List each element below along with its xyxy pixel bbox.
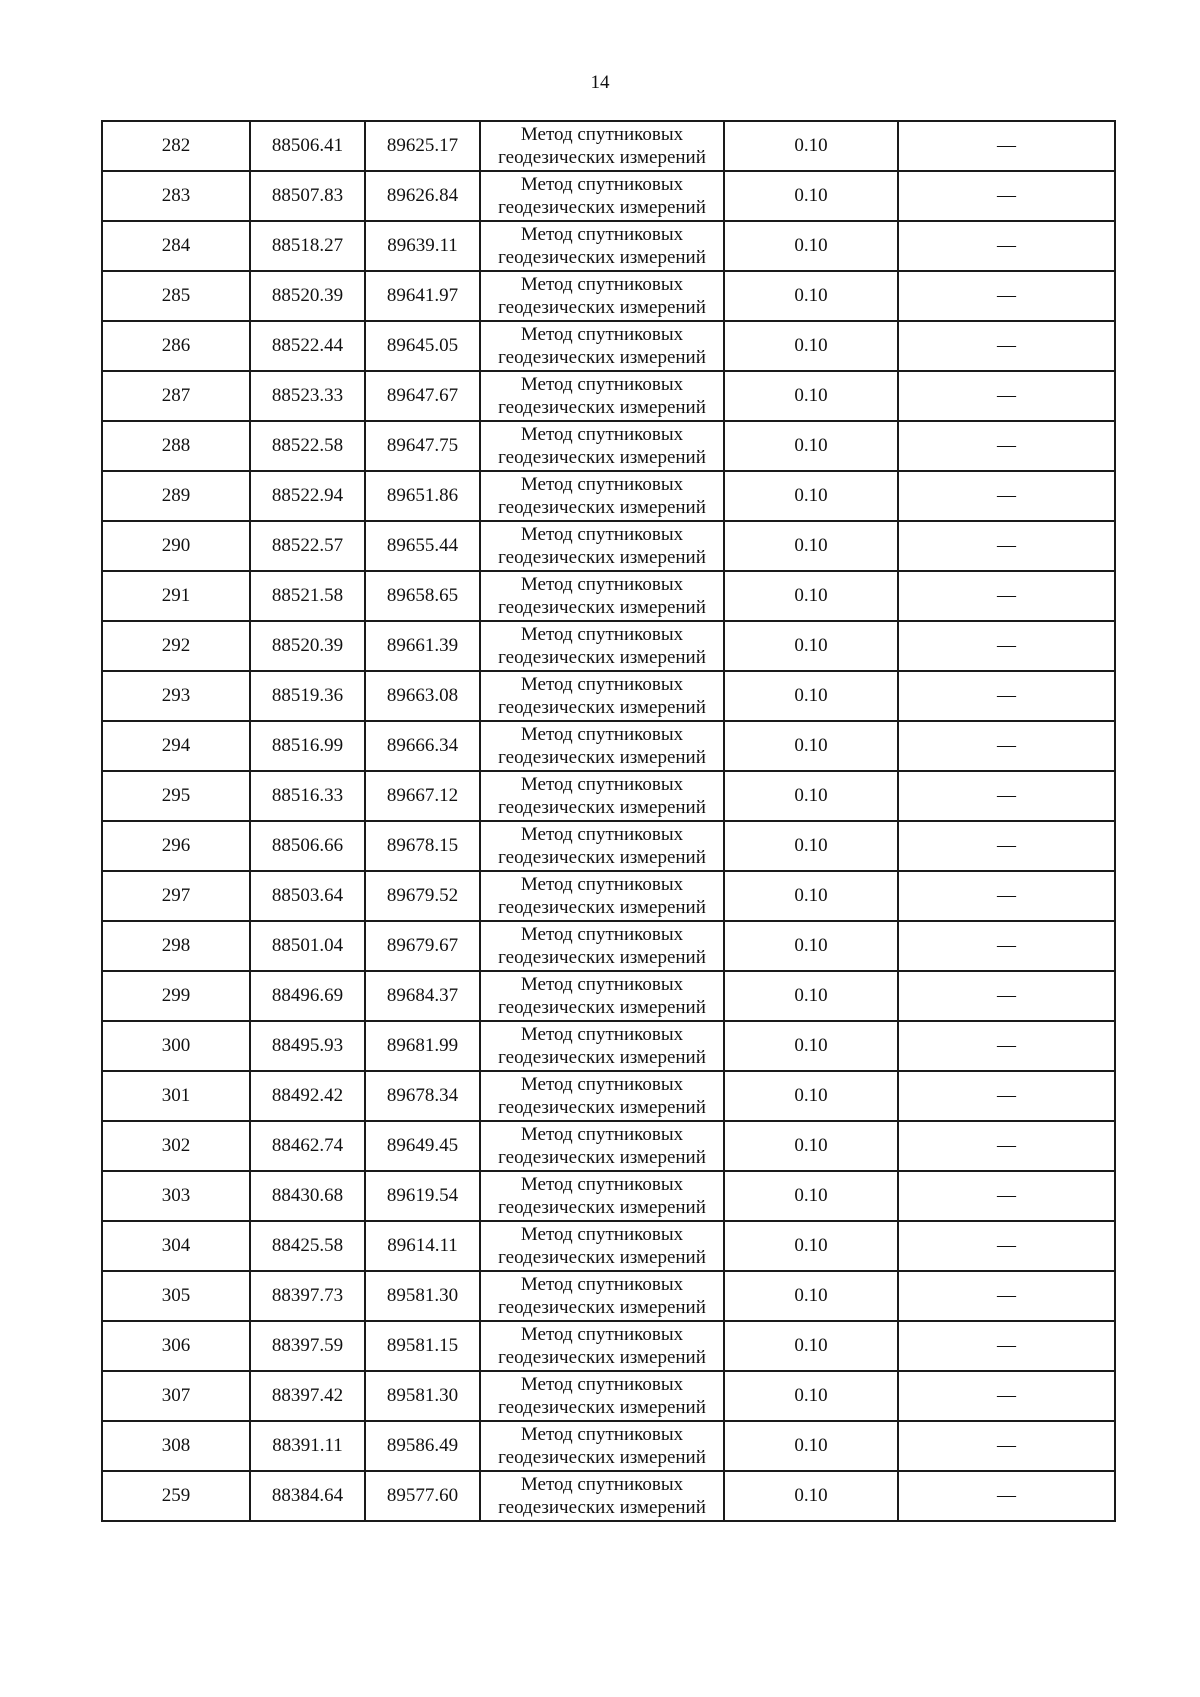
accuracy-cell: 0.10 [724, 471, 898, 521]
x-coordinate-cell: 88518.27 [250, 221, 365, 271]
accuracy-cell: 0.10 [724, 1371, 898, 1421]
x-coordinate-cell: 88492.42 [250, 1071, 365, 1121]
table-row [102, 1171, 1115, 1221]
method-cell [480, 971, 724, 1021]
method-text-line: геодезических измерений [498, 1397, 706, 1418]
x-coordinate-cell: 88523.33 [250, 371, 365, 421]
method-text-line: геодезических измерений [498, 1247, 706, 1268]
point-number-cell: 308 [102, 1421, 250, 1471]
method-text-line: геодезических измерений [498, 347, 706, 368]
method-text-line: Метод спутниковых [520, 324, 684, 345]
y-coordinate-cell: 89641.97 [365, 271, 480, 321]
method-cell [480, 1021, 724, 1071]
x-coordinate-cell: 88430.68 [250, 1171, 365, 1221]
method-text-line: Метод спутниковых [520, 974, 684, 995]
note-cell: — [898, 821, 1115, 871]
note-cell: — [898, 1071, 1115, 1121]
accuracy-cell: 0.10 [724, 721, 898, 771]
accuracy-cell: 0.10 [724, 421, 898, 471]
table-row [102, 671, 1115, 721]
accuracy-cell: 0.10 [724, 621, 898, 671]
accuracy-cell: 0.10 [724, 1471, 898, 1521]
x-coordinate-cell: 88462.74 [250, 1121, 365, 1171]
y-coordinate-cell: 89661.39 [365, 621, 480, 671]
x-coordinate-cell: 88520.39 [250, 621, 365, 671]
point-number-cell: 291 [102, 571, 250, 621]
table-row [102, 471, 1115, 521]
note-cell: — [898, 771, 1115, 821]
table-row [102, 921, 1115, 971]
y-coordinate-cell: 89614.11 [365, 1221, 480, 1271]
table-row [102, 1021, 1115, 1071]
point-number-cell: 292 [102, 621, 250, 671]
table-row [102, 371, 1115, 421]
table-row [102, 1071, 1115, 1121]
method-text-line: геодезических измерений [498, 947, 706, 968]
y-coordinate-cell: 89678.34 [365, 1071, 480, 1121]
accuracy-cell: 0.10 [724, 921, 898, 971]
table-row [102, 1321, 1115, 1371]
accuracy-cell: 0.10 [724, 971, 898, 1021]
point-number-cell: 303 [102, 1171, 250, 1221]
point-number-cell: 306 [102, 1321, 250, 1371]
table-row [102, 771, 1115, 821]
method-text-line: Метод спутниковых [520, 174, 684, 195]
method-text-line: геодезических измерений [498, 697, 706, 718]
method-text-line: Метод спутниковых [520, 1024, 684, 1045]
note-cell: — [898, 521, 1115, 571]
method-text-line: геодезических измерений [498, 847, 706, 868]
accuracy-cell: 0.10 [724, 1171, 898, 1221]
x-coordinate-cell: 88516.99 [250, 721, 365, 771]
y-coordinate-cell: 89647.75 [365, 421, 480, 471]
method-text-line: геодезических измерений [498, 397, 706, 418]
x-coordinate-cell: 88501.04 [250, 921, 365, 971]
accuracy-cell: 0.10 [724, 521, 898, 571]
method-cell [480, 621, 724, 671]
y-coordinate-cell: 89619.54 [365, 1171, 480, 1221]
method-cell [480, 121, 724, 171]
x-coordinate-cell: 88397.42 [250, 1371, 365, 1421]
method-cell [480, 921, 724, 971]
x-coordinate-cell: 88397.73 [250, 1271, 365, 1321]
point-number-cell: 301 [102, 1071, 250, 1121]
method-text-line: геодезических измерений [498, 247, 706, 268]
method-text-line: геодезических измерений [498, 647, 706, 668]
accuracy-cell: 0.10 [724, 1421, 898, 1471]
point-number-cell: 284 [102, 221, 250, 271]
method-text-line: Метод спутниковых [520, 1074, 684, 1095]
table-row [102, 1421, 1115, 1471]
x-coordinate-cell: 88496.69 [250, 971, 365, 1021]
point-number-cell: 282 [102, 121, 250, 171]
method-text-line: Метод спутниковых [520, 724, 684, 745]
point-number-cell: 305 [102, 1271, 250, 1321]
note-cell: — [898, 321, 1115, 371]
note-cell: — [898, 921, 1115, 971]
x-coordinate-cell: 88520.39 [250, 271, 365, 321]
accuracy-cell: 0.10 [724, 221, 898, 271]
accuracy-cell: 0.10 [724, 271, 898, 321]
point-number-cell: 297 [102, 871, 250, 921]
note-cell: — [898, 1421, 1115, 1471]
method-cell [480, 1121, 724, 1171]
y-coordinate-cell: 89679.52 [365, 871, 480, 921]
note-cell: — [898, 421, 1115, 471]
method-text-line: Метод спутниковых [520, 924, 684, 945]
method-text-line: Метод спутниковых [520, 624, 684, 645]
accuracy-cell: 0.10 [724, 1321, 898, 1371]
point-number-cell: 288 [102, 421, 250, 471]
point-number-cell: 300 [102, 1021, 250, 1071]
method-text-line: Метод спутниковых [520, 824, 684, 845]
method-text-line: Метод спутниковых [520, 1274, 684, 1295]
method-text-line: Метод спутниковых [520, 1224, 684, 1245]
x-coordinate-cell: 88521.58 [250, 571, 365, 621]
method-cell [480, 1421, 724, 1471]
table-row [102, 971, 1115, 1021]
method-cell [480, 671, 724, 721]
y-coordinate-cell: 89666.34 [365, 721, 480, 771]
note-cell: — [898, 871, 1115, 921]
note-cell: — [898, 471, 1115, 521]
table-row [102, 521, 1115, 571]
method-text-line: Метод спутниковых [520, 1174, 684, 1195]
table-row [102, 171, 1115, 221]
table-row [102, 1221, 1115, 1271]
method-text-line: геодезических измерений [498, 1047, 706, 1068]
method-cell [480, 771, 724, 821]
method-text-line: геодезических измерений [498, 147, 706, 168]
table-row [102, 871, 1115, 921]
method-cell [480, 1321, 724, 1371]
y-coordinate-cell: 89667.12 [365, 771, 480, 821]
x-coordinate-cell: 88495.93 [250, 1021, 365, 1071]
method-text-line: геодезических измерений [498, 1447, 706, 1468]
method-cell [480, 821, 724, 871]
method-text-line: Метод спутниковых [520, 1324, 684, 1345]
method-text-line: Метод спутниковых [520, 374, 684, 395]
method-text-line: геодезических измерений [498, 597, 706, 618]
note-cell: — [898, 1321, 1115, 1371]
method-cell [480, 871, 724, 921]
x-coordinate-cell: 88519.36 [250, 671, 365, 721]
x-coordinate-cell: 88506.41 [250, 121, 365, 171]
method-cell [480, 1071, 724, 1121]
point-number-cell: 286 [102, 321, 250, 371]
point-number-cell: 290 [102, 521, 250, 571]
table-row [102, 221, 1115, 271]
note-cell: — [898, 1171, 1115, 1221]
note-cell: — [898, 171, 1115, 221]
method-cell [480, 571, 724, 621]
table-row [102, 121, 1115, 171]
y-coordinate-cell: 89679.67 [365, 921, 480, 971]
note-cell: — [898, 671, 1115, 721]
method-cell [480, 1171, 724, 1221]
method-cell [480, 321, 724, 371]
note-cell: — [898, 1471, 1115, 1521]
coordinates-table [101, 120, 1116, 1522]
x-coordinate-cell: 88384.64 [250, 1471, 365, 1521]
method-text-line: геодезических измерений [498, 1497, 706, 1518]
point-number-cell: 298 [102, 921, 250, 971]
method-text-line: Метод спутниковых [520, 524, 684, 545]
y-coordinate-cell: 89649.45 [365, 1121, 480, 1171]
method-text-line: геодезических измерений [498, 497, 706, 518]
table-row [102, 1471, 1115, 1521]
y-coordinate-cell: 89586.49 [365, 1421, 480, 1471]
method-text-line: геодезических измерений [498, 1347, 706, 1368]
method-text-line: геодезических измерений [498, 747, 706, 768]
y-coordinate-cell: 89581.30 [365, 1371, 480, 1421]
note-cell: — [898, 1121, 1115, 1171]
table-row [102, 821, 1115, 871]
note-cell: — [898, 1221, 1115, 1271]
note-cell: — [898, 221, 1115, 271]
method-text-line: геодезических измерений [498, 547, 706, 568]
accuracy-cell: 0.10 [724, 771, 898, 821]
table-row [102, 421, 1115, 471]
y-coordinate-cell: 89658.65 [365, 571, 480, 621]
method-cell [480, 171, 724, 221]
method-text-line: Метод спутниковых [520, 224, 684, 245]
page-number: 14 [590, 72, 610, 93]
table-row [102, 1121, 1115, 1171]
method-cell [480, 371, 724, 421]
accuracy-cell: 0.10 [724, 121, 898, 171]
method-cell [480, 721, 724, 771]
point-number-cell: 287 [102, 371, 250, 421]
accuracy-cell: 0.10 [724, 571, 898, 621]
accuracy-cell: 0.10 [724, 821, 898, 871]
point-number-cell: 283 [102, 171, 250, 221]
point-number-cell: 285 [102, 271, 250, 321]
y-coordinate-cell: 89626.84 [365, 171, 480, 221]
note-cell: — [898, 1271, 1115, 1321]
x-coordinate-cell: 88503.64 [250, 871, 365, 921]
method-text-line: Метод спутниковых [520, 424, 684, 445]
table-row [102, 1371, 1115, 1421]
point-number-cell: 296 [102, 821, 250, 871]
y-coordinate-cell: 89645.05 [365, 321, 480, 371]
method-text-line: геодезических измерений [498, 897, 706, 918]
method-cell [480, 221, 724, 271]
table-row [102, 1271, 1115, 1321]
point-number-cell: 289 [102, 471, 250, 521]
table-row [102, 271, 1115, 321]
note-cell: — [898, 971, 1115, 1021]
point-number-cell: 259 [102, 1471, 250, 1521]
y-coordinate-cell: 89581.15 [365, 1321, 480, 1371]
method-text-line: Метод спутниковых [520, 1424, 684, 1445]
x-coordinate-cell: 88522.94 [250, 471, 365, 521]
y-coordinate-cell: 89678.15 [365, 821, 480, 871]
method-text-line: Метод спутниковых [520, 474, 684, 495]
method-text-line: геодезических измерений [498, 297, 706, 318]
accuracy-cell: 0.10 [724, 1221, 898, 1271]
point-number-cell: 302 [102, 1121, 250, 1171]
y-coordinate-cell: 89655.44 [365, 521, 480, 571]
method-text-line: геодезических измерений [498, 447, 706, 468]
note-cell: — [898, 621, 1115, 671]
accuracy-cell: 0.10 [724, 1071, 898, 1121]
y-coordinate-cell: 89663.08 [365, 671, 480, 721]
x-coordinate-cell: 88425.58 [250, 1221, 365, 1271]
method-text-line: Метод спутниковых [520, 1124, 684, 1145]
table-row [102, 571, 1115, 621]
table-row [102, 621, 1115, 671]
method-text-line: Метод спутниковых [520, 1474, 684, 1495]
accuracy-cell: 0.10 [724, 171, 898, 221]
x-coordinate-cell: 88507.83 [250, 171, 365, 221]
method-cell [480, 1471, 724, 1521]
method-cell [480, 1371, 724, 1421]
x-coordinate-cell: 88506.66 [250, 821, 365, 871]
method-cell [480, 1271, 724, 1321]
point-number-cell: 299 [102, 971, 250, 1021]
method-text-line: Метод спутниковых [520, 674, 684, 695]
method-text-line: геодезических измерений [498, 1197, 706, 1218]
note-cell: — [898, 571, 1115, 621]
method-text-line: геодезических измерений [498, 1297, 706, 1318]
method-cell [480, 521, 724, 571]
note-cell: — [898, 121, 1115, 171]
accuracy-cell: 0.10 [724, 1021, 898, 1071]
note-cell: — [898, 1371, 1115, 1421]
method-cell [480, 471, 724, 521]
note-cell: — [898, 721, 1115, 771]
method-text-line: геодезических измерений [498, 197, 706, 218]
method-text-line: геодезических измерений [498, 1097, 706, 1118]
x-coordinate-cell: 88522.58 [250, 421, 365, 471]
method-text-line: геодезических измерений [498, 1147, 706, 1168]
y-coordinate-cell: 89684.37 [365, 971, 480, 1021]
method-text-line: геодезических измерений [498, 997, 706, 1018]
method-cell [480, 421, 724, 471]
method-text-line: Метод спутниковых [520, 1374, 684, 1395]
method-text-line: Метод спутниковых [520, 124, 684, 145]
method-cell [480, 1221, 724, 1271]
point-number-cell: 294 [102, 721, 250, 771]
method-text-line: Метод спутниковых [520, 774, 684, 795]
accuracy-cell: 0.10 [724, 671, 898, 721]
method-cell [480, 271, 724, 321]
y-coordinate-cell: 89625.17 [365, 121, 480, 171]
method-text-line: геодезических измерений [498, 797, 706, 818]
note-cell: — [898, 271, 1115, 321]
note-cell: — [898, 1021, 1115, 1071]
x-coordinate-cell: 88516.33 [250, 771, 365, 821]
accuracy-cell: 0.10 [724, 871, 898, 921]
y-coordinate-cell: 89651.86 [365, 471, 480, 521]
point-number-cell: 293 [102, 671, 250, 721]
accuracy-cell: 0.10 [724, 321, 898, 371]
point-number-cell: 295 [102, 771, 250, 821]
y-coordinate-cell: 89581.30 [365, 1271, 480, 1321]
table-row [102, 321, 1115, 371]
x-coordinate-cell: 88391.11 [250, 1421, 365, 1471]
point-number-cell: 304 [102, 1221, 250, 1271]
accuracy-cell: 0.10 [724, 371, 898, 421]
table-row [102, 721, 1115, 771]
x-coordinate-cell: 88522.57 [250, 521, 365, 571]
x-coordinate-cell: 88522.44 [250, 321, 365, 371]
accuracy-cell: 0.10 [724, 1271, 898, 1321]
y-coordinate-cell: 89681.99 [365, 1021, 480, 1071]
note-cell: — [898, 371, 1115, 421]
method-text-line: Метод спутниковых [520, 274, 684, 295]
method-text-line: Метод спутниковых [520, 874, 684, 895]
y-coordinate-cell: 89647.67 [365, 371, 480, 421]
accuracy-cell: 0.10 [724, 1121, 898, 1171]
y-coordinate-cell: 89639.11 [365, 221, 480, 271]
table-body [102, 121, 1115, 1521]
y-coordinate-cell: 89577.60 [365, 1471, 480, 1521]
method-text-line: Метод спутниковых [520, 574, 684, 595]
point-number-cell: 307 [102, 1371, 250, 1421]
x-coordinate-cell: 88397.59 [250, 1321, 365, 1371]
